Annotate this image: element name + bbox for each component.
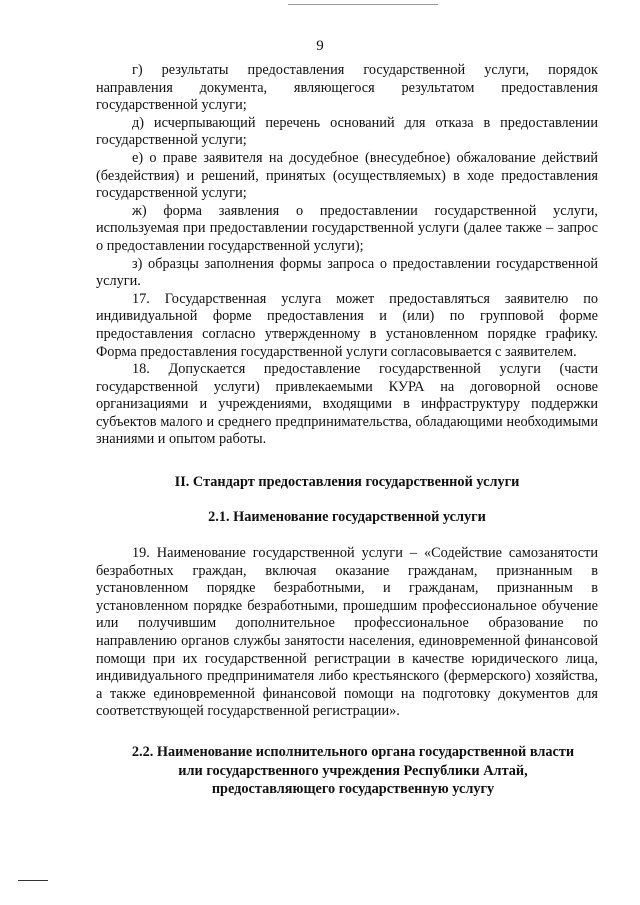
paragraph-18: 18. Допускается предоставление государственной услуги (части государственной услуги) привлекаемыми КУРА на договорной основе организациями и учреждениями, входящими в инфраструктуру поддержки субъектов малого и среднего предпринимательства, обладающими необходимыми знаниями и опытом работы. (96, 361, 598, 448)
paragraph-item-g: г) результаты предоставления государственной услуги, порядок направления документа, являющегося результатом предоставления государственной услуги; (96, 62, 598, 114)
subsection-heading-2-2: 2.2. Наименование исполнительного органа государственной власти или государственного учреждения Республики Алтай, предоставляющего государственную услугу (131, 744, 575, 797)
subsection-heading-2-1: 2.1. Наименование государственной услуги (208, 509, 486, 526)
section-heading: II. Стандарт предоставления государственной услуги (174, 474, 520, 491)
paragraph-item-zh: ж) форма заявления о предоставлении государственной услуги, используемая при предоставлении государственной услуги (далее также – запрос о предоставлении государственной услуги); (96, 202, 598, 254)
paragraph-17: 17. Государственная услуга может предоставляться заявителю по индивидуальной форме предоставления и (или) по групповой форме предоставления согласно утвержденному в установленном порядке графику. Форма предоставления государственной услуги согласовывается с заявителем. (96, 290, 598, 360)
bottom-edge-rule (18, 880, 48, 881)
page-number: 9 (316, 38, 324, 54)
paragraph-19: 19. Наименование государственной услуги – «Содействие самозанятости безработных граждан, включая оказание гражданам, признанным в установленном порядке безработными, и гражданам, признанным в установленном порядке безработными, прошедшим профессиональное обучение или получившим дополнительное профессиональное образование по направлению органов службы занятости населения, единовременной финансовой помощи при их государственной регистрации в качестве юридического лица, индивидуального предпринимателя либо крестьянского (фермерского) хозяйства, а также единовременной финансовой помощи на подготовку документов для соответствующей государственной регистрации». (96, 545, 598, 720)
paragraph-item-e: е) о праве заявителя на досудебное (внесудебное) обжалование действий (бездействия) и решений, принятых (осуществляемых) в ходе предоставления государственной услуги; (96, 149, 598, 202)
document-body (96, 62, 598, 799)
top-edge-rule (288, 4, 438, 5)
paragraph-item-d: д) исчерпывающий перечень оснований для отказа в предоставлении государственной услуги; (96, 114, 598, 149)
paragraph-item-z: з) образцы заполнения формы запроса о предоставлении государственной услуги. (96, 255, 598, 290)
